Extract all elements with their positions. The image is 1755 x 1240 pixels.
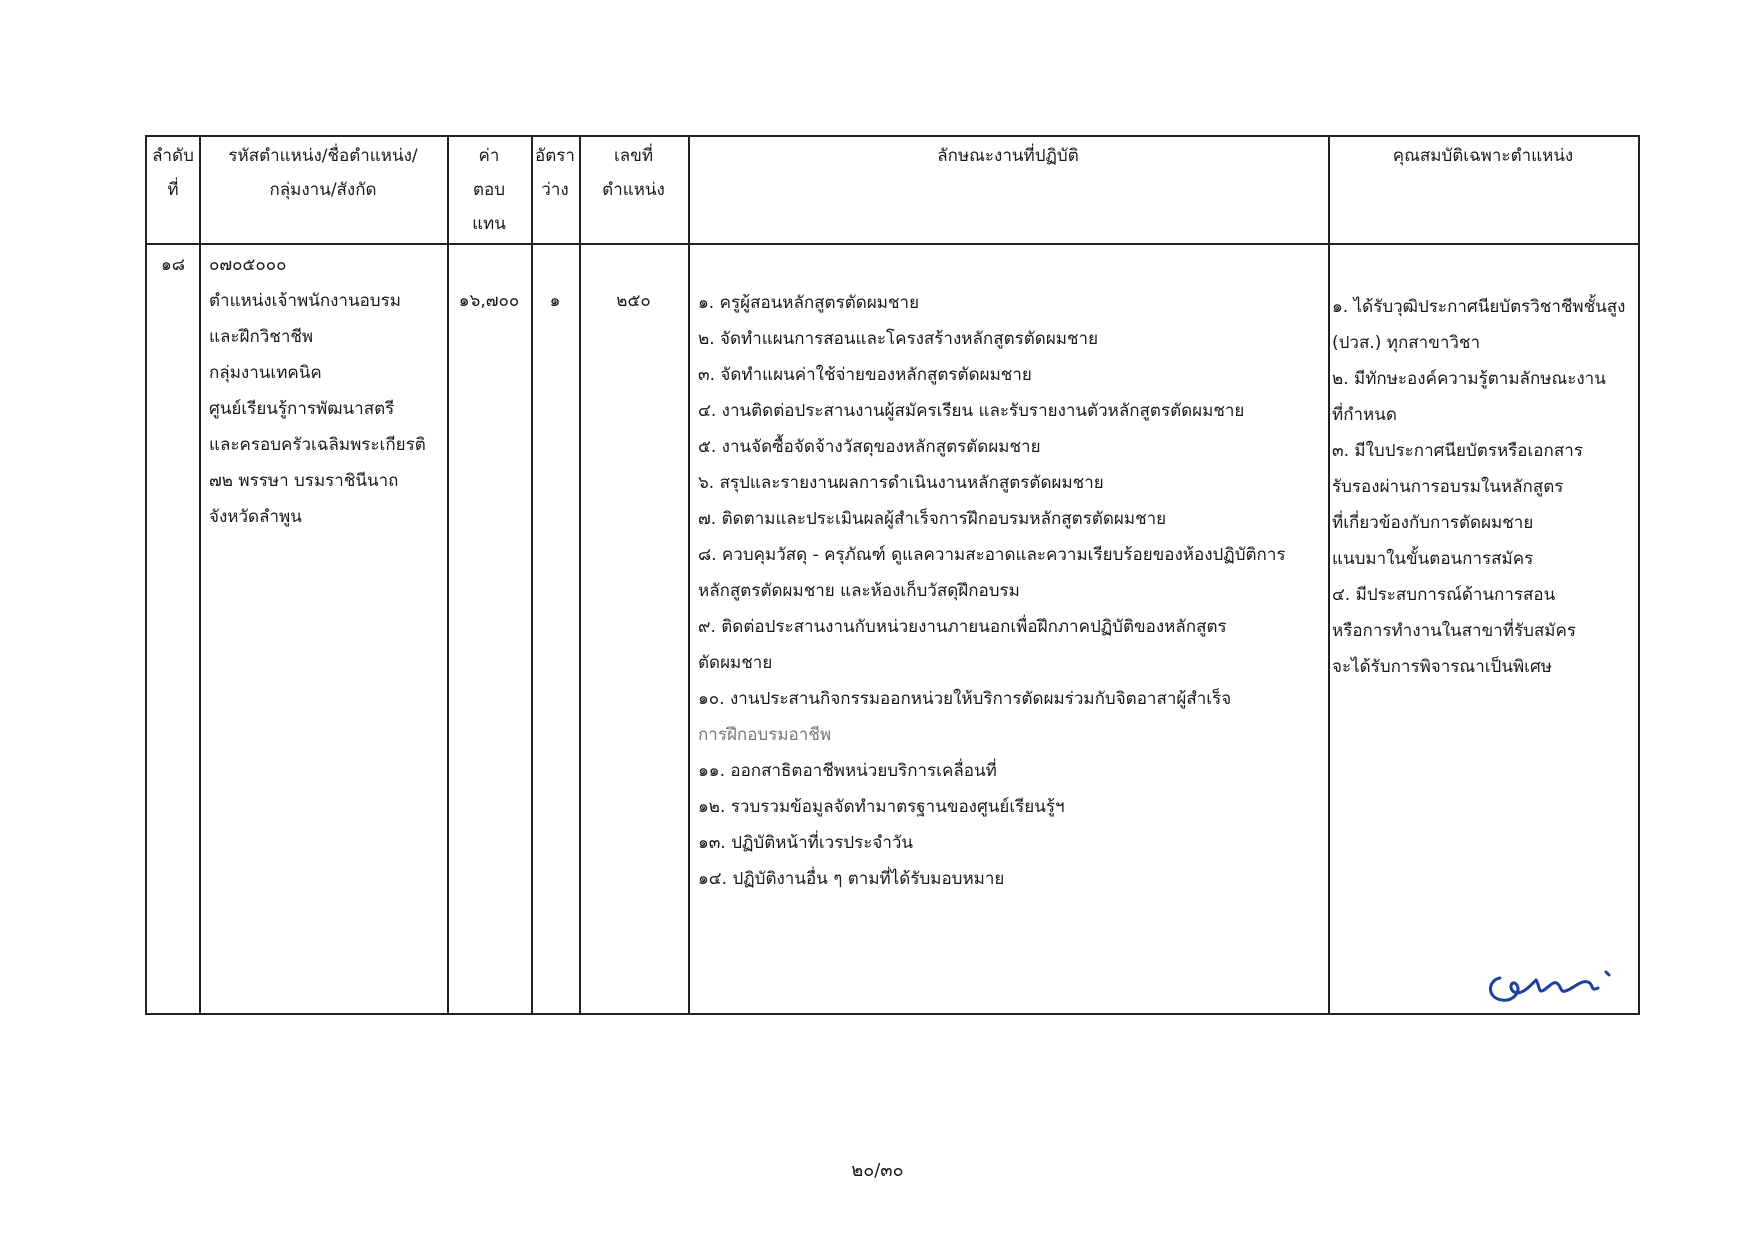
position-line: ๗๒ พรรษา บรมราชินีนาถ	[209, 471, 399, 491]
col-divider	[531, 137, 533, 1013]
header-duties	[688, 137, 1328, 173]
row-position	[209, 247, 445, 535]
row-number: ๒๕๐	[616, 291, 651, 311]
position-line: และฝึกวิชาชีพ	[209, 327, 314, 347]
qualification-item: ๓. มีใบประกาศนียบัตรหรือเอกสาร	[1332, 441, 1583, 461]
header-text: อัตรา	[535, 146, 575, 166]
duty-item: ๙. ติดต่อประสานงานกับหน่วยงานภายนอกเพื่อฝึกภาคปฏิบัติของหลักสูตร	[698, 617, 1227, 637]
header-text: ค่า	[478, 146, 500, 166]
qualification-item: หรือการทำงานในสาขาที่รับสมัคร	[1332, 621, 1576, 641]
duty-item: ๑๐. งานประสานกิจกรรมออกหน่วยให้บริการตัดผมร่วมกับจิตอาสาผู้สำเร็จ	[698, 689, 1232, 709]
header-rate	[531, 137, 579, 207]
qualification-item: ๑. ได้รับวุฒิประกาศนียบัตรวิชาชีพชั้นสูง	[1332, 297, 1626, 317]
qualification-item: ๔. มีประสบการณ์ด้านการสอน	[1332, 585, 1556, 605]
position-line: และครอบครัวเฉลิมพระเกียรติ	[209, 435, 426, 455]
duty-item: ๑๒. รวบรวมข้อมูลจัดทำมาตรฐานของศูนย์เรียนรู้ฯ	[698, 797, 1065, 817]
header-text: ว่าง	[541, 180, 569, 200]
duty-item: ๑๓. ปฏิบัติหน้าที่เวรประจำวัน	[698, 833, 914, 853]
duty-item: หลักสูตรตัดผมชาย และห้องเก็บวัสดุฝึกอบรม	[698, 581, 1020, 601]
position-line: ตำแหน่งเจ้าพนักงานอบรม	[209, 291, 401, 311]
duty-item: ๗. ติดตามและประเมินผลผู้สำเร็จการฝึกอบรมหลักสูตรตัดผมชาย	[698, 509, 1167, 529]
qualification-item: (ปวส.) ทุกสาขาวิชา	[1332, 333, 1481, 353]
duty-item: ๔. งานติดต่อประสานงานผู้สมัครเรียน และรับรายงานตัวหลักสูตรตัดผมชาย	[698, 401, 1245, 421]
qualification-item: ที่กำหนด	[1332, 405, 1397, 425]
qualification-item: แนบมาในขั้นตอนการสมัคร	[1332, 549, 1534, 569]
header-text: ตำแหน่ง	[602, 180, 665, 200]
header-divider	[147, 243, 1638, 245]
qualification-item: รับรองผ่านการอบรมในหลักสูตร	[1332, 477, 1564, 497]
row-rate: ๑	[549, 291, 561, 311]
header-text: ตอบ	[472, 180, 506, 200]
header-text: เลขที่	[613, 146, 654, 166]
duty-item: ตัดผมชาย	[698, 653, 773, 673]
page-number: ๒๐/๓๐	[851, 1160, 904, 1181]
position-code: ๐๗๐๕๐๐๐	[209, 255, 287, 275]
position-line: จังหวัดลำพูน	[209, 507, 302, 527]
duty-item: ๓. จัดทำแผนค่าใช้จ่ายของหลักสูตรตัดผมชาย	[698, 365, 1032, 385]
signature-mark	[1478, 950, 1628, 1010]
qualification-item: ที่เกี่ยวข้องกับการตัดผมชาย	[1332, 513, 1534, 533]
row-pay: ๑๖,๗๐๐	[458, 291, 520, 311]
duty-item: ๑. ครูผู้สอนหลักสูตรตัดผมชาย	[698, 293, 920, 313]
col-divider	[1328, 137, 1330, 1013]
header-text: กลุ่มงาน/สังกัด	[269, 180, 377, 200]
qualification-item: จะได้รับการพิจารณาเป็นพิเศษ	[1332, 657, 1552, 677]
duty-item: ๘. ควบคุมวัสดุ - ครุภัณฑ์ ดูแลความสะอาดและความเรียบร้อยของห้องปฏิบัติการ	[698, 545, 1286, 565]
row-qualifications	[1332, 289, 1636, 685]
position-line: ศูนย์เรียนรู้การพัฒนาสตรี	[209, 399, 395, 419]
duty-item: ๖. สรุปและรายงานผลการดำเนินงานหลักสูตรตัดผมชาย	[698, 473, 1104, 493]
header-number	[579, 137, 688, 207]
duty-item: ๑๔. ปฏิบัติงานอื่น ๆ ตามที่ได้รับมอบหมาย	[698, 869, 1005, 889]
header-text: ลักษณะงานที่ปฏิบัติ	[937, 146, 1079, 166]
position-table	[145, 135, 1640, 1015]
duty-item: ๒. จัดทำแผนการสอนและโครงสร้างหลักสูตรตัดผมชาย	[698, 329, 1099, 349]
row-order: ๑๘	[161, 255, 185, 275]
header-order	[147, 137, 199, 207]
header-pay	[447, 137, 531, 241]
header-text: ลำดับ	[152, 146, 194, 166]
header-text: ที่	[167, 180, 179, 200]
qualification-item: ๒. มีทักษะองค์ความรู้ตามลักษณะงาน	[1332, 369, 1606, 389]
col-divider	[447, 137, 449, 1013]
col-divider	[579, 137, 581, 1013]
row-duties	[698, 285, 1324, 897]
header-text: รหัสตำแหน่ง/ชื่อตำแหน่ง/	[228, 146, 418, 166]
header-text: แทน	[472, 214, 506, 234]
duty-item: การฝึกอบรมอาชีพ	[698, 725, 832, 745]
col-divider	[688, 137, 690, 1013]
header-text: คุณสมบัติเฉพาะตำแหน่ง	[1392, 146, 1574, 166]
col-divider	[199, 137, 201, 1013]
header-position	[199, 137, 447, 207]
header-qualifications	[1328, 137, 1638, 173]
duty-item: ๕. งานจัดซื้อจัดจ้างวัสดุของหลักสูตรตัดผมชาย	[698, 437, 1041, 457]
position-line: กลุ่มงานเทคนิค	[209, 363, 322, 383]
duty-item: ๑๑. ออกสาธิตอาชีพหน่วยบริการเคลื่อนที่	[698, 761, 997, 781]
